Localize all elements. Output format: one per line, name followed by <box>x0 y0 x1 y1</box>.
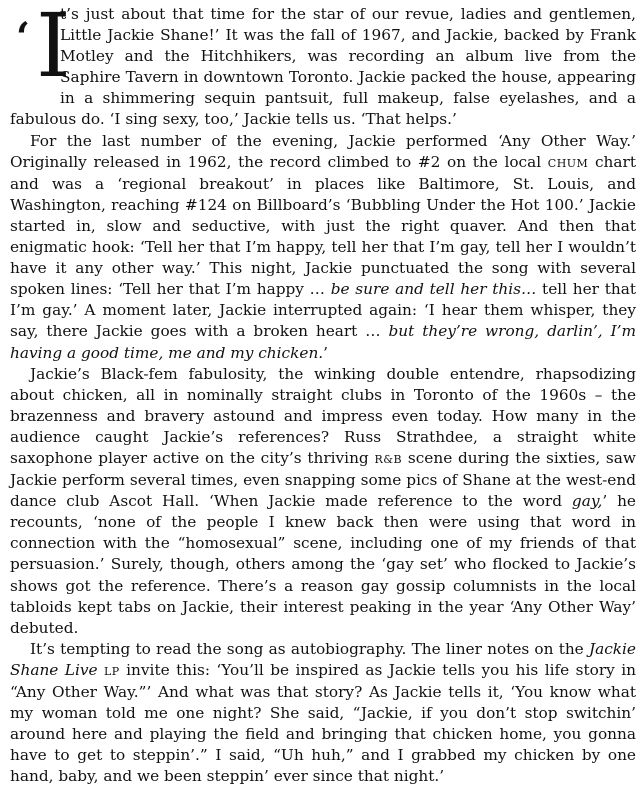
paragraph-1 <box>10 0 636 131</box>
chum-small-caps: CHUM <box>547 156 589 170</box>
paragraph-2-text-f: ’ <box>323 343 329 362</box>
album-title-italic: Jackie Shane Live <box>10 639 636 679</box>
paragraph-4-text-a: It’s tempting to read the song as autobiography. The liner notes on the <box>30 639 589 658</box>
paragraph-3-text-c: ’ he recounts, ‘none of the people I knew back then were using that word in connection with the “homosexual” scene, including one of my friends of that persuasion.’ Surely, though, others among the ‘gay set’ who flocked to Jackie’s shows got the reference. There’s a reason gay gossip columnists in the local tabloids kept tabs on Jackie, their interest peaking in the year ‘Any Other Way’ debuted. <box>10 492 636 637</box>
lp-small-caps: LP <box>104 664 120 678</box>
opening-quote-mark: ‘ <box>16 14 30 61</box>
paragraph-1-text: t’s just about that time for the star of our revue, ladies and gentlemen, Little Jackie Shane!’ It was the fall of 1967, and Jackie, backed by Frank Motley and the Hitchhikers, was recording an album live from the Saphire Tavern in downtown Toronto. Jackie packed the house, appearing in a shimmering sequin pantsuit, full makeup, false eyelashes, and a fabulous do. ‘I sing sexy, too,’ Jackie tells us. ‘That helps.’ <box>10 5 636 129</box>
document-page <box>10 0 637 787</box>
rnb-small-caps: R&B <box>374 452 403 466</box>
drop-cap-letter: I <box>36 0 71 97</box>
paragraph-3-text-a: Jackie’s Black-fem fabulosity, the winking double entendre, rhapsodizing about chicken, all in nominally straight clubs in Toronto of the 1960s – the brazenness and bravery astound and impress even today. How many in the audience caught Jackie’s references? Russ Strathdee, a straight white saxophone player active on the city’s thriving <box>10 364 636 467</box>
paragraph-2-text-d: tell her that I’m gay.’ A moment later, Jackie interrupted again: ‘I hear them whisper, they say, there Jackie goes with a broken heart … <box>10 280 636 341</box>
paragraph-4 <box>10 639 636 788</box>
paragraph-2-italic-e: but they’re wrong, darlin’, I’m having a good time, me and my chicken. <box>10 322 637 362</box>
paragraph-2-italic-c: be sure and tell her this… <box>330 280 537 299</box>
paragraph-2 <box>10 131 636 364</box>
paragraph-2-text-a: For the last number of the evening, Jackie performed ‘Any Other Way.’ Originally released in 1962, the record climbed to #2 on the local <box>10 131 636 171</box>
drop-cap-block <box>10 0 71 97</box>
paragraph-4-text-b: invite this: ‘You’ll be inspired as Jackie tells you his life story in “Any Other Way.”’ And what was that story? As Jackie tells it, ‘You know what my woman told me one night? She said, “Jackie, if you don’t stop switchin’ around here and playing the field and bringing that chicken home, you gonna have to get to steppin’.” I said, “Uh huh,” and I grabbed my chicken by one hand, baby, and we been steppin’ ever since that night.’ <box>10 660 636 786</box>
paragraph-3-italic-gay: gay, <box>571 492 603 511</box>
paragraph-3-text-b: scene during the sixties, saw Jackie perform several times, even snapping some pics of Shane at the west-end dance club Ascot Hall. ‘When Jackie made reference to the word <box>10 448 636 511</box>
paragraph-2-text-b: chart and was a ‘regional breakout’ in places like Baltimore, St. Louis, and Washington, reaching #124 on Billboard’s ‘Bubbling Under the Hot 100.’ Jackie started in, slow and seductive, with just the right quaver. And then that enigmatic hook: ‘Tell her that I’m happy, tell her that I’m gay, tell her I wouldn’t have it any other way.’ This night, Jackie punctuated the song with several spoken lines: ‘Tell her that I’m happy … <box>10 152 636 299</box>
paragraph-3 <box>10 364 636 639</box>
